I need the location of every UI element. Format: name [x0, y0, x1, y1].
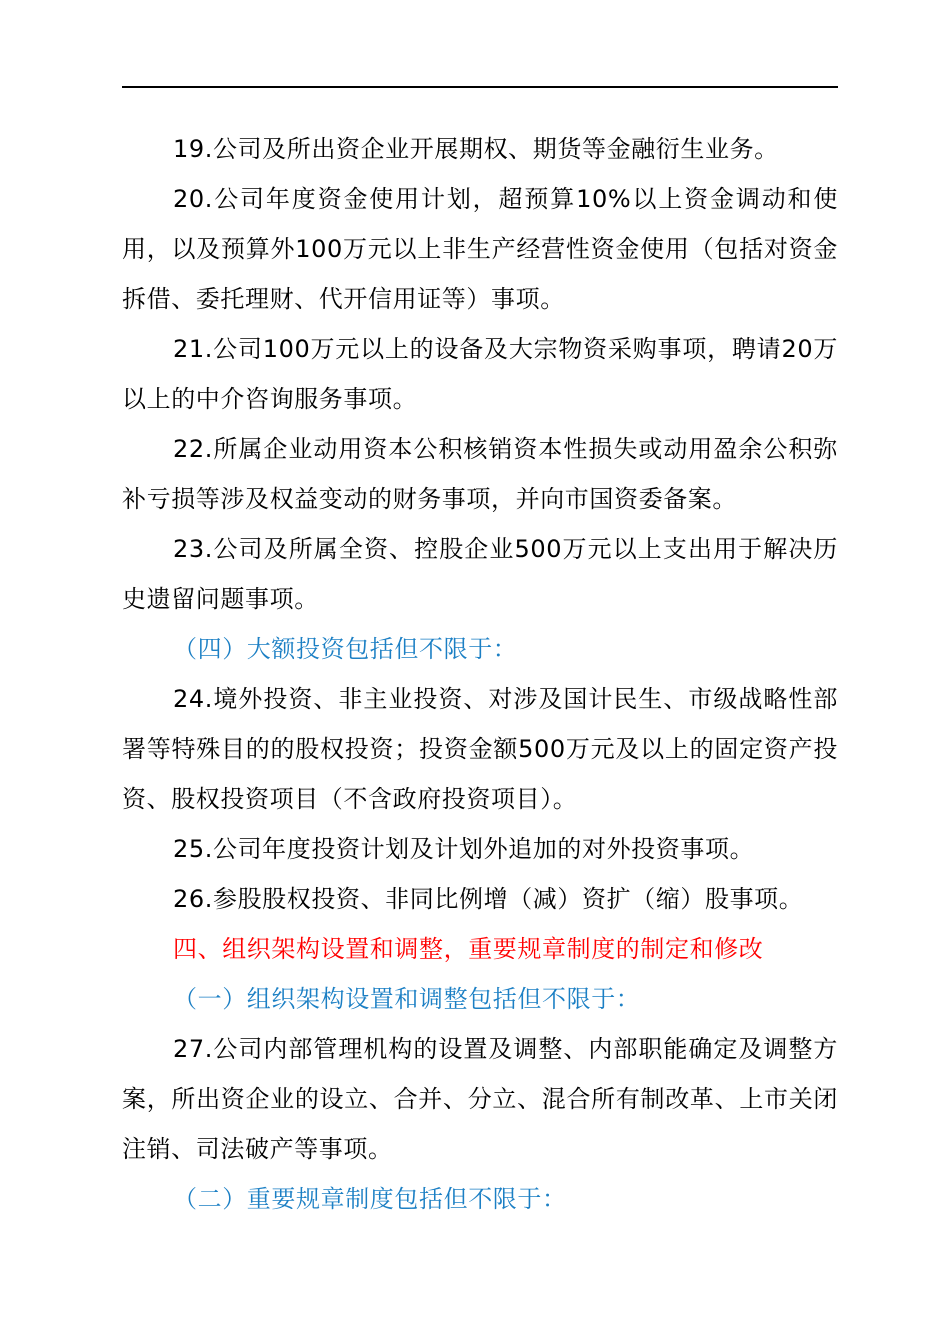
item-22: 22.所属企业动用资本公积核销资本性损失或动用盈余公积弥补亏损等涉及权益变动的财务事项，并向市国资委备案。 [122, 435, 838, 513]
document-body [122, 124, 838, 1224]
header-rule [122, 86, 838, 88]
subheading-organization-structure: （一）组织架构设置和调整包括但不限于： [173, 985, 641, 1013]
item-25: 25.公司年度投资计划及计划外追加的对外投资事项。 [173, 835, 755, 863]
item-23: 23.公司及所属全资、控股企业500万元以上支出用于解决历史遗留问题事项。 [122, 535, 838, 613]
item-20: 20.公司年度资金使用计划，超预算10%以上资金调动和使用，以及预算外100万元以上非生产经营性资金使用（包括对资金拆借、委托理财、代开信用证等）事项。 [122, 185, 838, 313]
item-24: 24.境外投资、非主业投资、对涉及国计民生、市级战略性部署等特殊目的的股权投资；投资金额500万元及以上的固定资产投资、股权投资项目（不含政府投资项目）。 [122, 685, 838, 813]
item-21: 21.公司100万元以上的设备及大宗物资采购事项，聘请20万以上的中介咨询服务事项。 [122, 335, 838, 413]
subheading-large-investment: （四）大额投资包括但不限于： [173, 635, 518, 663]
subheading-regulations: （二）重要规章制度包括但不限于： [173, 1185, 567, 1213]
item-26: 26.参股股权投资、非同比例增（减）资扩（缩）股事项。 [173, 885, 804, 913]
item-19: 19.公司及所出资企业开展期权、期货等金融衍生业务。 [173, 135, 779, 163]
section-heading-organization: 四、组织架构设置和调整，重要规章制度的制定和修改 [173, 935, 764, 963]
item-27: 27.公司内部管理机构的设置及调整、内部职能确定及调整方案，所出资企业的设立、合并、分立、混合所有制改革、上市关闭注销、司法破产等事项。 [122, 1035, 838, 1163]
